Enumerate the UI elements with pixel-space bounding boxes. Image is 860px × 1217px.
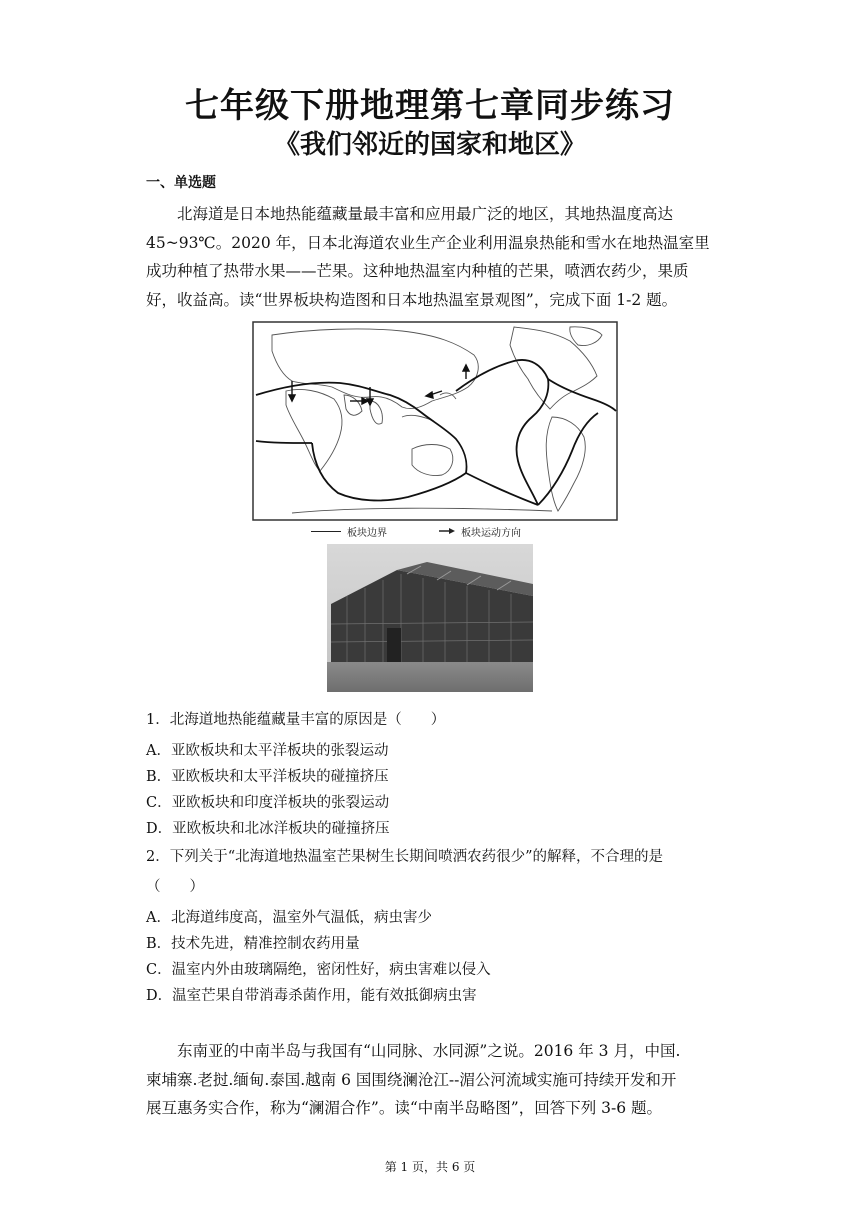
legend-boundary-label: 板块边界 xyxy=(347,527,387,539)
question-2-option-c[interactable]: C．温室内外由玻璃隔绝，密闭性好，病虫害难以侵入 xyxy=(146,962,491,978)
question-2-option-b[interactable]: B．技术先进，精准控制农药用量 xyxy=(146,936,360,952)
question-1-option-b[interactable]: B．亚欧板块和太平洋板块的碰撞挤压 xyxy=(146,769,389,785)
plate-tectonics-map xyxy=(252,321,618,521)
passage-1-line: 好，收益高。读“世界板块构造图和日本地热温室景观图”，完成下面 1-2 题。 xyxy=(146,290,678,309)
section-heading: 一、单选题 xyxy=(146,175,216,191)
question-1: 1．北海道地热能蕴藏量丰富的原因是（ ） xyxy=(146,712,446,728)
boundary-line-swatch xyxy=(311,531,341,532)
greenhouse-photo xyxy=(327,544,533,692)
question-1-option-a[interactable]: A．亚欧板块和太平洋板块的张裂运动 xyxy=(146,743,389,759)
question-2-blank: （ ） xyxy=(146,879,204,895)
question-1-option-d[interactable]: D．亚欧板块和北冰洋板块的碰撞挤压 xyxy=(146,821,390,837)
passage-2-line: 柬埔寨.老挝.缅甸.泰国.越南 6 国围绕澜沧江--湄公河流域实施可持续开发和开 xyxy=(146,1070,677,1089)
passage-2 xyxy=(146,1037,726,1123)
page-subtitle: 《我们邻近的国家和地区》 xyxy=(273,130,586,160)
passage-1-line: 45~93℃。2020 年，日本北海道农业生产企业利用温泉热能和雪水在地热温室里 xyxy=(146,233,710,252)
question-1-option-c[interactable]: C．亚欧板块和印度洋板块的张裂运动 xyxy=(146,795,390,811)
passage-1-line: 成功种植了热带水果——芒果。这种地热温室内种植的芒果，喷洒农药少，果质 xyxy=(146,262,689,280)
passage-2-line: 东南亚的中南半岛与我国有“山同脉、水同源”之说。2016 年 3 月，中国. xyxy=(177,1042,681,1060)
arrow-icon xyxy=(439,527,455,535)
question-2-option-a[interactable]: A．北海道纬度高，温室外气温低，病虫害少 xyxy=(146,910,432,926)
question-2: 2．下列关于“北海道地热温室芒果树生长期间喷洒农药很少”的解释，不合理的是 xyxy=(146,849,664,865)
passage-2-line: 展互惠务实合作，称为“澜湄合作”。读“中南半岛略图”，回答下列 3-6 题。 xyxy=(146,1099,663,1117)
passage-1 xyxy=(146,200,726,314)
legend-direction-label: 板块运动方向 xyxy=(461,527,521,539)
map-legend xyxy=(311,523,521,539)
passage-1-line: 北海道是日本地热能蕴藏量最丰富和应用最广泛的地区，其地热温度高达 xyxy=(177,205,674,223)
question-2-option-d[interactable]: D．温室芒果自带消毒杀菌作用，能有效抵御病虫害 xyxy=(146,988,477,1004)
page-title: 七年级下册地理第七章同步练习 xyxy=(185,86,675,126)
page-footer: 第 1 页，共 6 页 xyxy=(384,1160,476,1174)
